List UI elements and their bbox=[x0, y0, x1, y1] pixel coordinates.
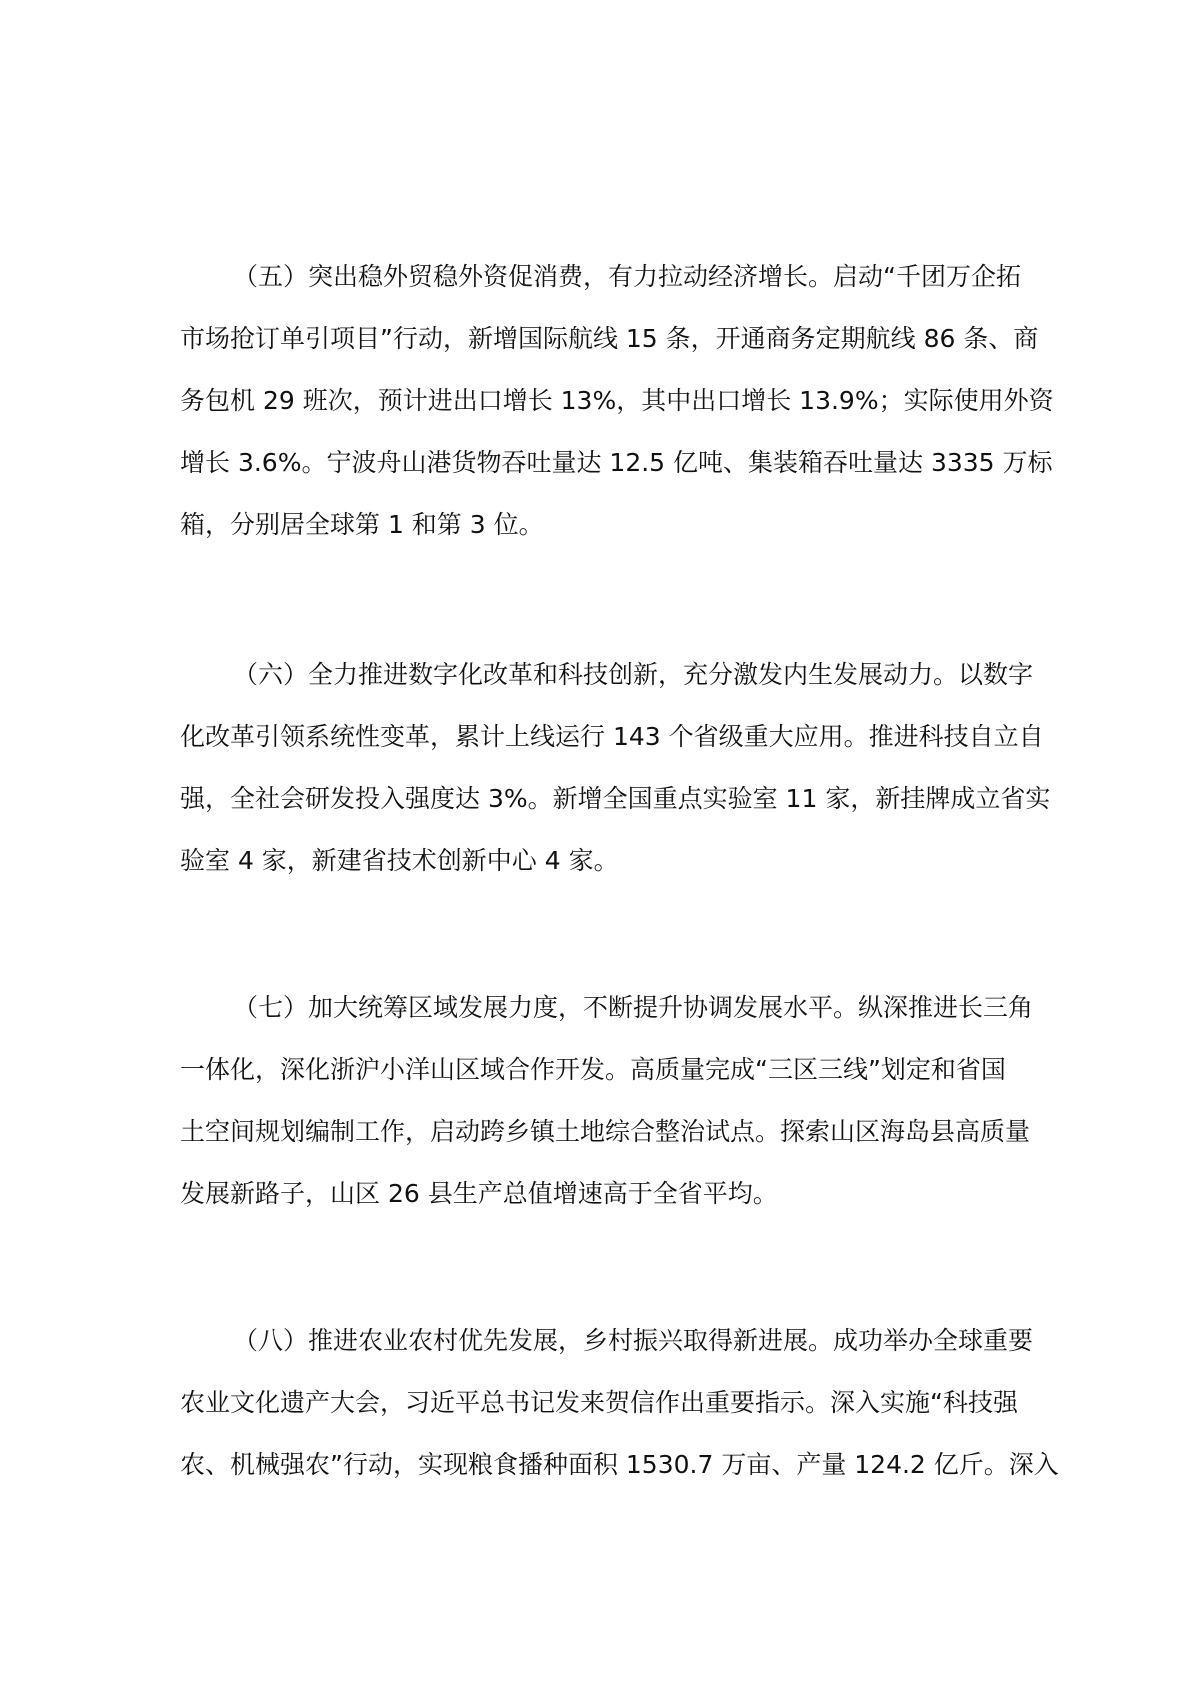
paragraph-six bbox=[180, 644, 1051, 892]
paragraph-eight bbox=[180, 1310, 1059, 1496]
paragraph-seven bbox=[180, 977, 1034, 1225]
paragraph-line: （五）突出稳外贸稳外资促消费，有力拉动经济增长。启动“千团万企拓 bbox=[233, 262, 1021, 291]
paragraph-line: （八）推进农业农村优先发展，乡村振兴取得新进展。成功举办全球重要 bbox=[233, 1326, 1034, 1355]
paragraph-line: 务包机 29 班次，预计进出口增长 13%，其中出口增长 13.9%；实际使用外资 bbox=[180, 386, 1054, 415]
paragraph-line: 土空间规划编制工作，启动跨乡镇土地综合整治试点。探索山区海岛县高质量 bbox=[180, 1117, 1031, 1146]
paragraph-line: 箱，分别居全球第 1 和第 3 位。 bbox=[180, 510, 544, 539]
paragraph-line: 验室 4 家，新建省技术创新中心 4 家。 bbox=[180, 846, 619, 875]
paragraph-line: 农、机械强农”行动，实现粮食播种面积 1530.7 万亩、产量 124.2 亿斤。深入 bbox=[180, 1450, 1059, 1479]
paragraph-five bbox=[180, 246, 1054, 556]
paragraph-line: （七）加大统筹区域发展力度，不断提升协调发展水平。纵深推进长三角 bbox=[233, 993, 1034, 1022]
paragraph-line: 发展新路子，山区 26 县生产总值增速高于全省平均。 bbox=[180, 1179, 778, 1208]
paragraph-line: 市场抢订单引项目”行动，新增国际航线 15 条，开通商务定期航线 86 条、商 bbox=[180, 324, 1039, 353]
paragraph-line: 化改革引领系统性变革，累计上线运行 143 个省级重大应用。推进科技自立自 bbox=[180, 722, 1044, 751]
paragraph-line: 增长 3.6%。宁波舟山港货物吞吐量达 12.5 亿吨、集装箱吞吐量达 3335 万标 bbox=[180, 448, 1053, 477]
paragraph-line: 强，全社会研发投入强度达 3%。新增全国重点实验室 11 家，新挂牌成立省实 bbox=[180, 784, 1051, 813]
paragraph-line: （六）全力推进数字化改革和科技创新，充分激发内生发展动力。以数字 bbox=[233, 660, 1034, 689]
paragraph-line: 农业文化遗产大会，习近平总书记发来贺信作出重要指示。深入实施“科技强 bbox=[180, 1388, 1018, 1417]
paragraph-line: 一体化，深化浙沪小洋山区域合作开发。高质量完成“三区三线”划定和省国 bbox=[180, 1055, 1006, 1084]
